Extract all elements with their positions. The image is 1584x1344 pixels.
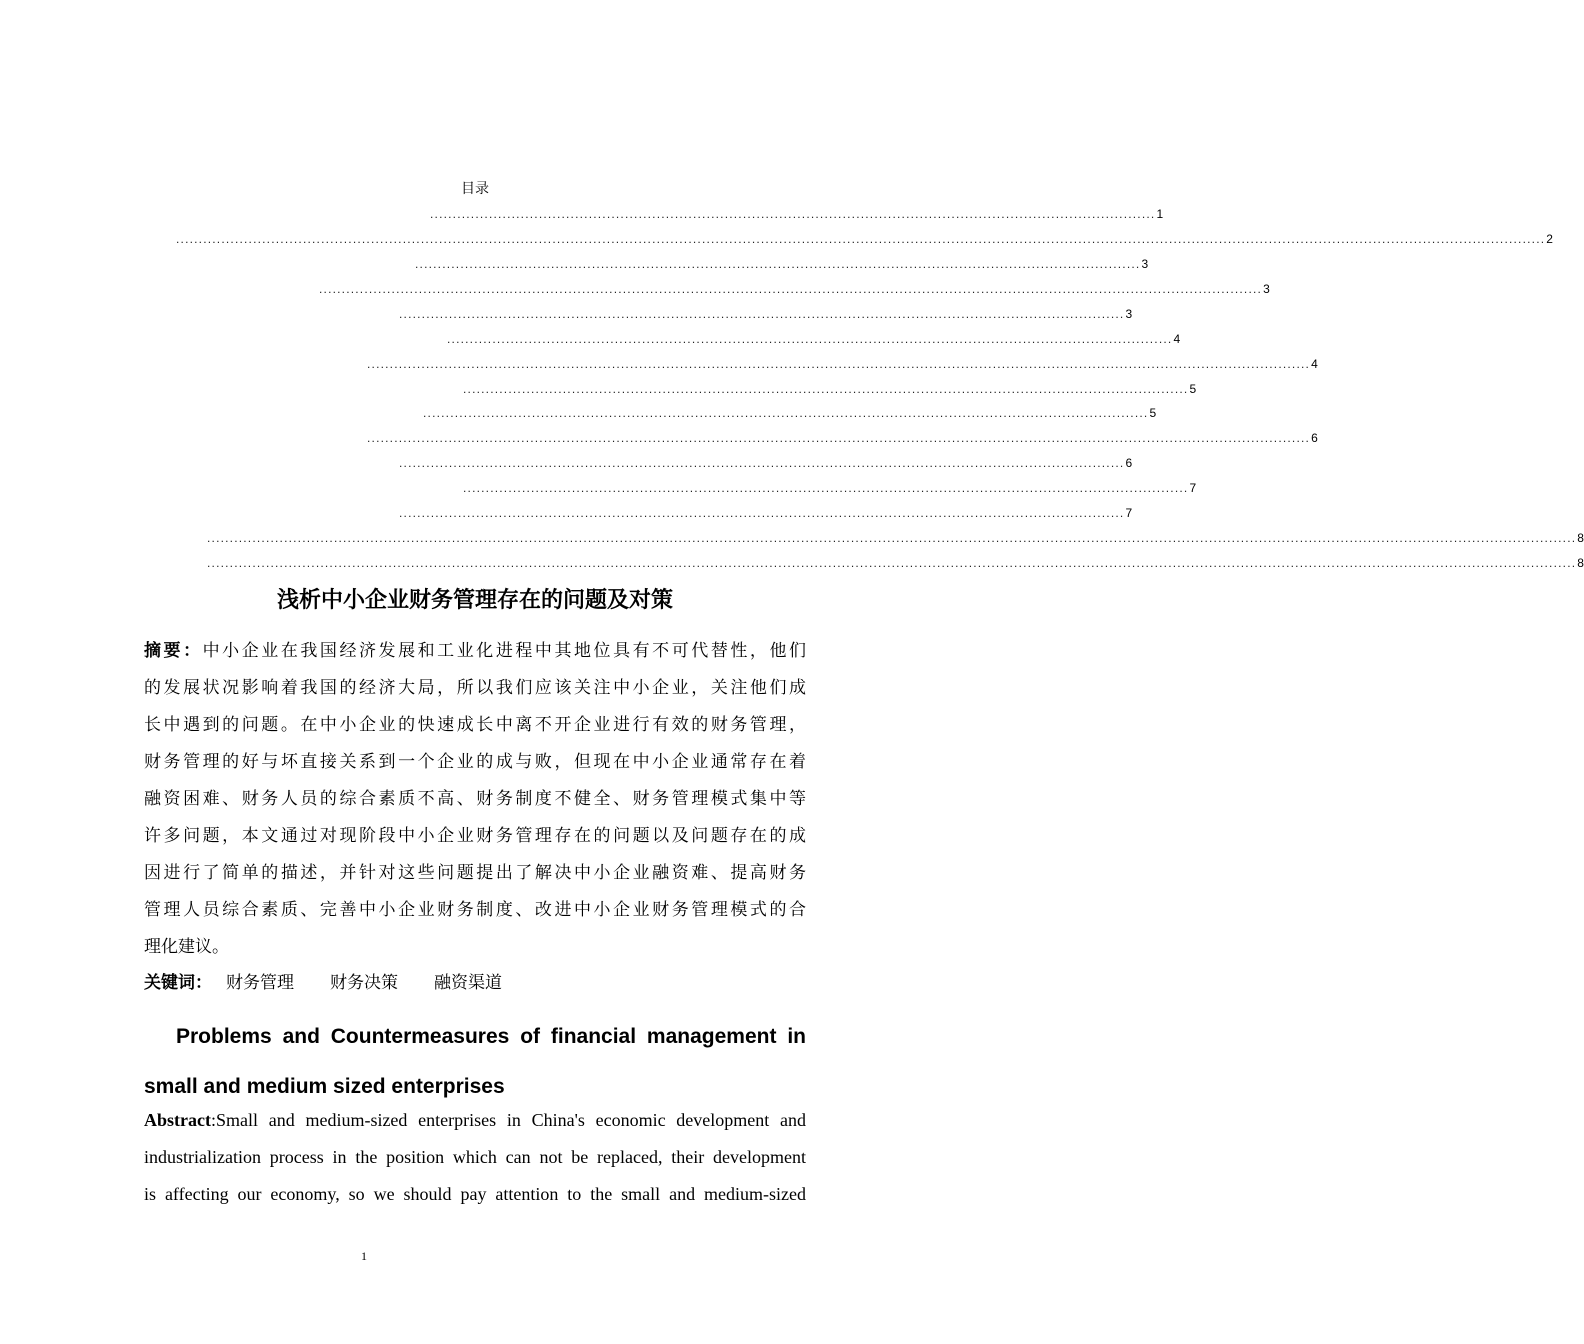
toc-entry[interactable] — [399, 305, 1133, 321]
toc-entry[interactable] — [463, 479, 1197, 495]
toc-leader-dots: ................................................................................................................................................................ — [463, 481, 1189, 495]
abstract-en-text: :Small and medium-sized enterprises in China's economic development and — [210, 1110, 806, 1130]
abstract-cn-line: 许多问题，本文通过对现阶段中小企业财务管理存在的问题以及问题存在的成 — [144, 826, 806, 846]
toc-leader-dots: ................................................................................................................................................................ — [430, 207, 1156, 221]
toc-entry[interactable] — [319, 280, 1270, 296]
abstract-cn-line: 长中遇到的问题。在中小企业的快速成长中离不开企业进行有效的财务管理， — [144, 715, 806, 735]
abstract-cn-line: 的发展状况影响着我国的经济大局，所以我们应该关注中小企业，关注他们成 — [144, 678, 806, 698]
toc-leader-dots: ................................................................................................................................................................................................................ — [367, 357, 1311, 371]
abstract-cn-label: 摘要： — [144, 641, 203, 661]
abstract-cn-line: 因进行了简单的描述，并针对这些问题提出了解决中小企业融资难、提高财务 — [144, 863, 806, 883]
toc-page-number: 3 — [1263, 282, 1270, 296]
toc-leader-dots: .............................................................................................................................................................................................................................................................................................................. — [207, 556, 1577, 570]
toc-entry[interactable] — [447, 330, 1181, 346]
toc-page-number: 8 — [1577, 556, 1584, 570]
toc-entry[interactable] — [367, 355, 1318, 371]
toc-page-number: 5 — [1189, 382, 1197, 396]
abstract-cn-text: 中小企业在我国经济发展和工业化进程中其地位具有不可代替性，他们 — [202, 641, 807, 661]
page-number: 1 — [361, 1249, 367, 1263]
toc-leader-dots: ................................................................................................................................................................................................................ — [367, 431, 1311, 445]
abstract-cn-line — [144, 633, 806, 670]
toc-entry[interactable] — [207, 529, 1584, 545]
toc-page-number: 3 — [1141, 257, 1149, 271]
paper-title-en — [144, 1012, 806, 1112]
toc-entry[interactable] — [176, 230, 1553, 246]
toc-leader-dots: .............................................................................................................................................................................................................................................................................................................. — [207, 531, 1577, 545]
toc-entry[interactable] — [399, 504, 1133, 520]
toc-leader-dots: ................................................................................................................................................................................................................ — [319, 282, 1263, 296]
abstract-cn-line: 管理人员综合素质、完善中小企业财务制度、改进中小企业财务管理模式的合 — [144, 900, 806, 920]
abstract-en-line: industrialization process in the position which can not be replaced, their development — [144, 1147, 806, 1167]
toc-leader-dots: .............................................................................................................................................................................................................................................................................................................. — [176, 232, 1546, 246]
toc-page-number: 8 — [1577, 531, 1584, 545]
paper-title-en-line: Problems and Countermeasures of financial management in — [176, 1025, 806, 1048]
toc-page-number: 6 — [1311, 431, 1318, 445]
paper-title-cn: 浅析中小企业财务管理存在的问题及对策 — [276, 588, 673, 613]
toc-page-number: 4 — [1173, 332, 1181, 346]
toc-entry[interactable] — [367, 429, 1318, 445]
keyword: 融资渠道 — [434, 973, 502, 993]
toc-page-number: 3 — [1125, 307, 1133, 321]
toc-page-number: 1 — [1156, 207, 1164, 221]
keywords — [144, 968, 806, 998]
toc-leader-dots: ................................................................................................................................................................ — [399, 307, 1125, 321]
toc-leader-dots: ................................................................................................................................................................ — [447, 332, 1173, 346]
paper-title-en-line: small and medium sized enterprises — [144, 1075, 505, 1098]
toc-entry[interactable] — [207, 554, 1584, 570]
abstract-cn-line: 融资困难、财务人员的综合素质不高、财务制度不健全、财务管理模式集中等 — [144, 789, 806, 809]
toc-leader-dots: ................................................................................................................................................................ — [399, 506, 1125, 520]
abstract-en — [144, 1102, 806, 1213]
toc-leader-dots: ................................................................................................................................................................ — [423, 406, 1149, 420]
toc-page-number: 5 — [1149, 406, 1157, 420]
toc-page-number: 2 — [1546, 232, 1553, 246]
toc-page-number: 4 — [1311, 357, 1318, 371]
toc-leader-dots: ................................................................................................................................................................ — [463, 382, 1189, 396]
abstract-cn — [144, 633, 806, 966]
toc-leader-dots: ................................................................................................................................................................ — [399, 456, 1125, 470]
toc-entry[interactable] — [399, 454, 1133, 470]
toc-page-number: 7 — [1125, 506, 1133, 520]
toc-entry[interactable] — [423, 404, 1157, 420]
abstract-en-label: Abstract — [144, 1110, 211, 1130]
toc-leader-dots: ................................................................................................................................................................ — [415, 257, 1141, 271]
toc-page-number: 7 — [1189, 481, 1197, 495]
toc-page-number: 6 — [1125, 456, 1133, 470]
toc-entry[interactable] — [415, 255, 1149, 271]
abstract-en-line — [144, 1102, 806, 1139]
toc-entry[interactable] — [463, 380, 1197, 396]
keyword: 财务决策 — [330, 973, 398, 993]
keyword: 财务管理 — [226, 973, 294, 993]
toc-entry[interactable] — [430, 205, 1164, 221]
abstract-cn-line: 理化建议。 — [144, 937, 229, 957]
toc-title: 目录 — [461, 181, 489, 197]
keywords-label: 关键词： — [144, 973, 212, 993]
abstract-cn-line: 财务管理的好与坏直接关系到一个企业的成与败，但现在中小企业通常存在着 — [144, 752, 806, 772]
abstract-en-line: is affecting our economy, so we should pay attention to the small and medium-sized — [144, 1184, 806, 1204]
